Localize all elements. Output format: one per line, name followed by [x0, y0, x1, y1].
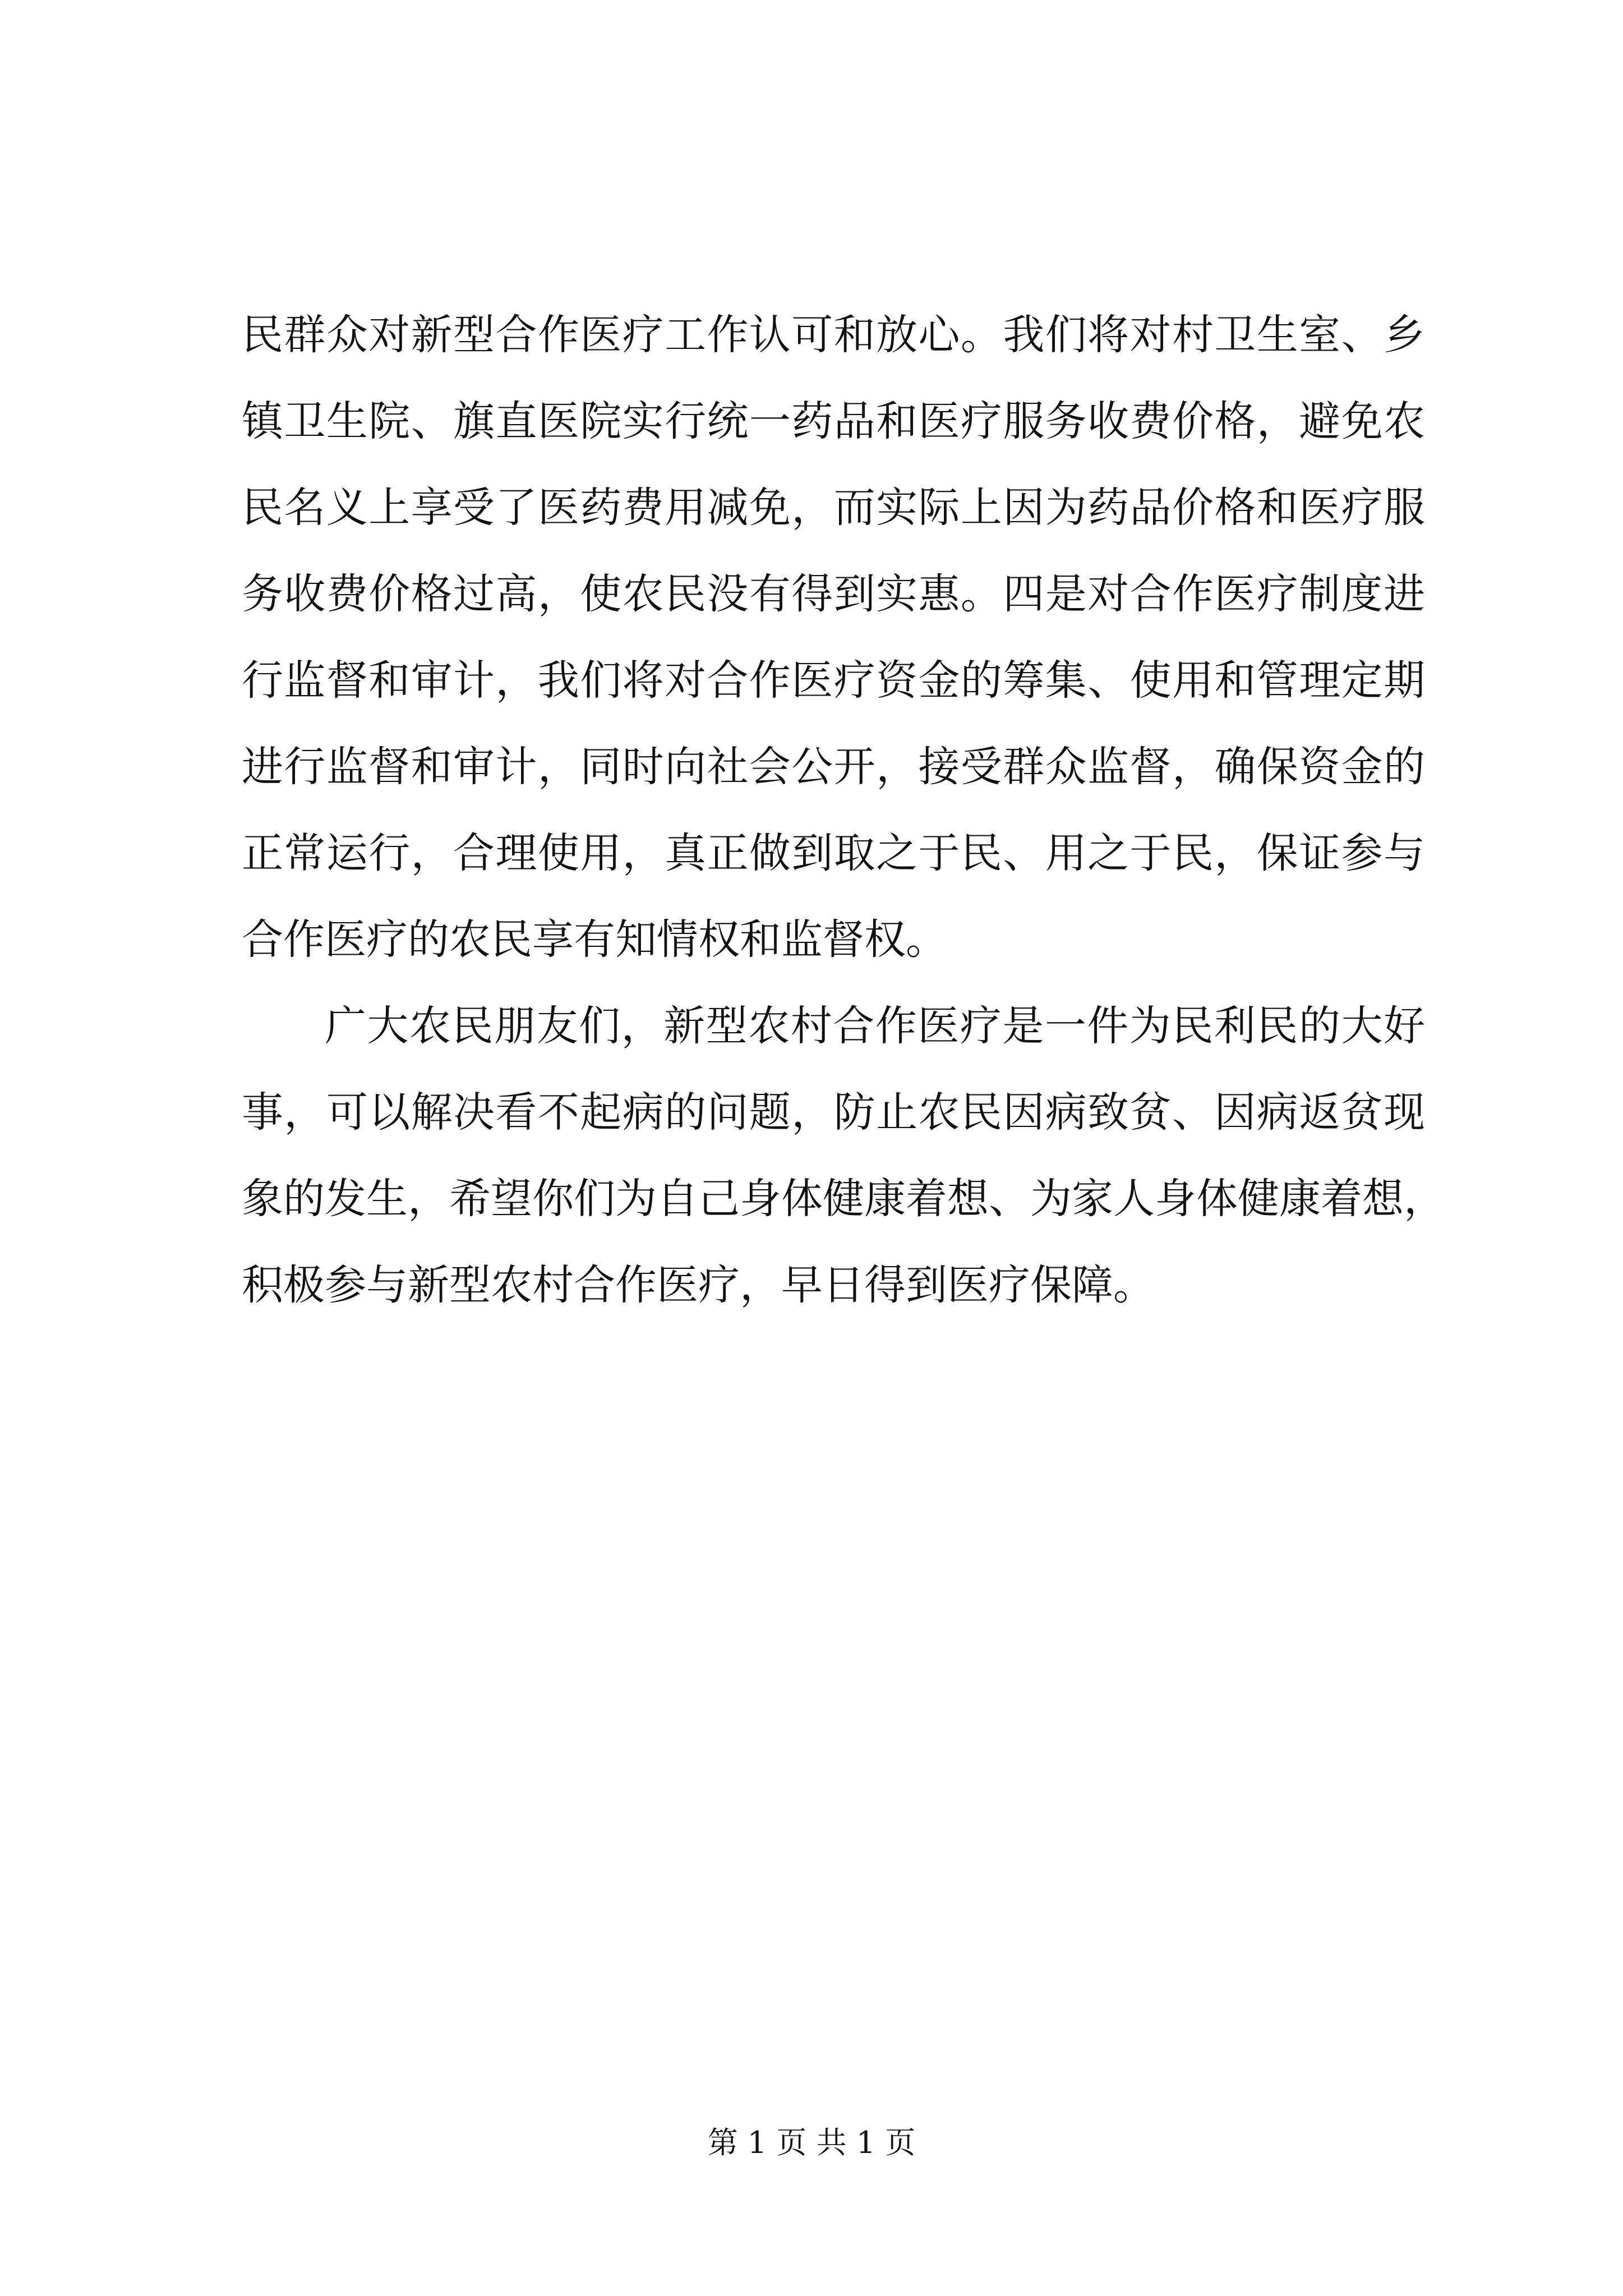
text-line: 民名义上享受了医药费用减免，而实际上因为药品价格和医疗服: [242, 484, 1425, 532]
text-line: 务收费价格过高，使农民没有得到实惠。四是对合作医疗制度进: [242, 570, 1425, 618]
text-line: 行监督和审计，我们将对合作医疗资金的筹集、使用和管理定期: [242, 656, 1425, 705]
paragraph-1: [242, 292, 1425, 983]
text-line: 象的发生，希望你们为自己身体健康着想、为家人身体健康着想，: [242, 1175, 1445, 1223]
text-line: 民群众对新型合作医疗工作认可和放心。我们将对村卫生室、乡: [242, 311, 1425, 359]
text-line: 事，可以解决看不起病的问题，防止农民因病致贫、因病返贫现: [242, 1088, 1425, 1137]
text-line: 进行监督和审计，同时向社会公开，接受群众监督，确保资金的: [242, 743, 1425, 791]
text-line: 正常运行，合理使用，真正做到取之于民、用之于民，保证参与: [242, 829, 1425, 877]
text-line: 广大农民朋友们，新型农村合作医疗是一件为民利民的大好: [325, 1002, 1425, 1050]
text-line: 合作医疗的农民享有知情权和监督权。: [242, 915, 947, 964]
paragraph-2: [242, 983, 1445, 1328]
page-number-footer: 第 1 页 共 1 页: [707, 2125, 916, 2160]
text-line: 镇卫生院、旗直医院实行统一药品和医疗服务收费价格，避免农: [242, 397, 1425, 445]
document-body: [242, 292, 1445, 1328]
text-line: 积极参与新型农村合作医疗，早日得到医疗保障。: [242, 1261, 1155, 1309]
